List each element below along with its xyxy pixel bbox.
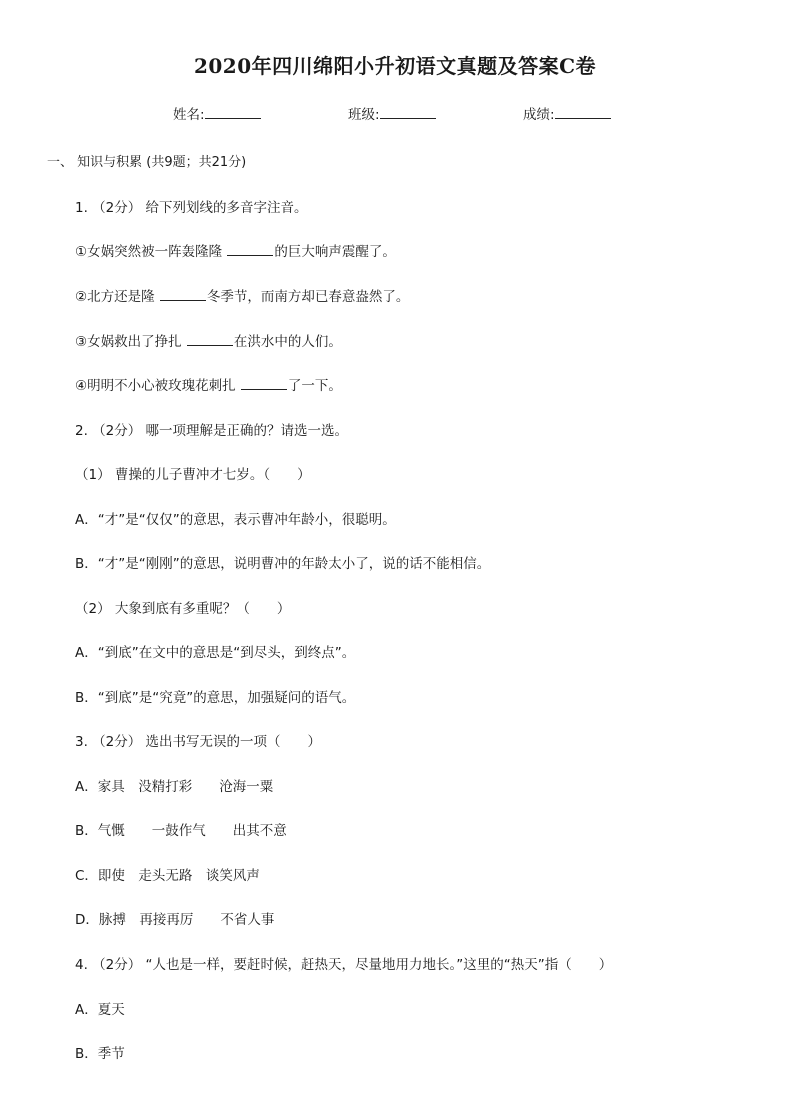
name-label: 姓名:	[173, 107, 205, 123]
question-1-stem: 1. （2分） 给下列划线的多音字注音。	[75, 200, 308, 216]
question-2-sub-1-option-b: B．“才”是“刚刚”的意思，说明曹冲的年龄太小了，说的话不能相信。	[75, 556, 491, 572]
item-text-before: ②北方还是隆	[75, 289, 159, 305]
question-3-stem: 3. （2分） 选出书写无误的一项（ ）	[75, 734, 322, 750]
question-2-sub-2: （2） 大象到底有多重呢？（ ）	[75, 601, 291, 617]
section-heading: 一、 知识与积累 (共9题；共21分)	[47, 155, 247, 170]
score-field	[523, 103, 611, 123]
question-4-stem: 4. （2分） “人也是一样，要赶时候，赶热天，尽量地用力地长。”这里的“热天”指（ ）	[75, 957, 613, 973]
answer-blank[interactable]	[187, 332, 233, 346]
score-label: 成绩:	[523, 107, 555, 123]
name-blank[interactable]	[205, 104, 261, 119]
class-label: 班级:	[348, 107, 380, 123]
score-blank[interactable]	[555, 104, 611, 119]
question-2-sub-1-option-a: A．“才”是“仅仅”的意思，表示曹冲年龄小，很聪明。	[75, 512, 396, 528]
question-3-option-c: C．即使 走头无路 谈笑风声	[75, 868, 260, 884]
item-text-before: ①女娲突然被一阵轰隆隆	[75, 244, 227, 260]
item-text-after: 冬季节，而南方却已春意盎然了。	[206, 289, 410, 305]
question-4-option-b: B．季节	[75, 1046, 125, 1062]
item-text-after: 在洪水中的人们。	[233, 334, 342, 350]
question-4-option-a: A．夏天	[75, 1002, 125, 1018]
question-1-item-1	[75, 240, 396, 260]
class-blank[interactable]	[380, 104, 436, 119]
name-field	[173, 103, 261, 123]
question-3-option-a: A．家具 没精打彩 沧海一粟	[75, 779, 274, 795]
answer-blank[interactable]	[241, 376, 287, 390]
answer-blank[interactable]	[227, 242, 273, 256]
question-2-sub-2-option-a: A．“到底”在文中的意思是“到尽头，到终点”。	[75, 645, 356, 661]
item-text-before: ③女娲救出了挣扎	[75, 334, 186, 350]
item-text-after: 的巨大响声震醒了。	[274, 244, 396, 260]
question-3-option-b: B．气慨 一鼓作气 出其不意	[75, 823, 287, 839]
question-1-item-2	[75, 285, 409, 305]
item-text-before: ④明明不小心被玫瑰花刺扎	[75, 378, 240, 394]
question-1-item-4	[75, 374, 342, 394]
question-2-stem: 2. （2分） 哪一项理解是正确的？请选一选。	[75, 423, 349, 439]
question-1-item-3	[75, 330, 342, 350]
answer-blank[interactable]	[160, 287, 206, 301]
item-text-after: 了一下。	[287, 378, 342, 394]
question-2-sub-2-option-b: B．“到底”是“究竟”的意思，加强疑问的语气。	[75, 690, 356, 706]
question-2-sub-1: （1） 曹操的儿子曹冲才七岁。（ ）	[75, 467, 311, 483]
class-field	[348, 103, 436, 123]
question-3-option-d: D．脉搏 再接再厉 不省人事	[75, 912, 275, 928]
page-title: 2020年四川绵阳小升初语文真题及答案C卷	[193, 54, 597, 78]
